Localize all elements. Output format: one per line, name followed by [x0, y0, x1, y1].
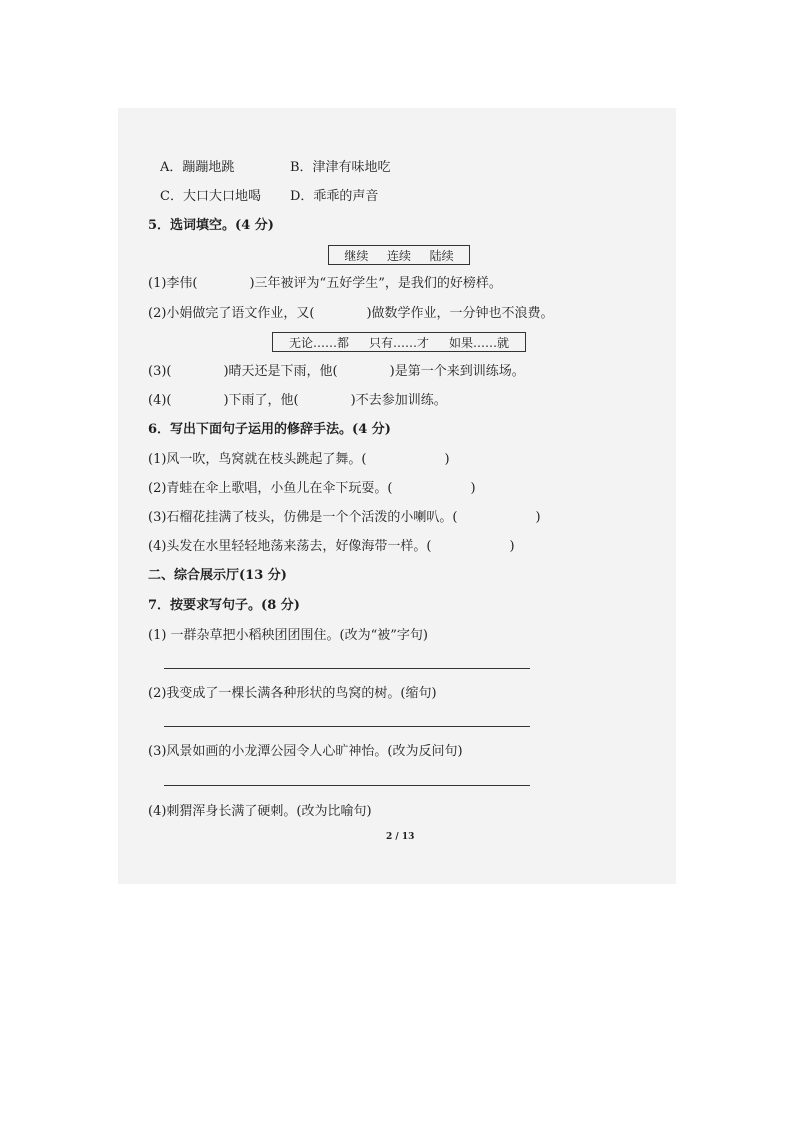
section-2-title: 二、综合展示厅(13 分) — [148, 568, 287, 583]
word-box-1 — [328, 245, 470, 265]
q6-item-4: (4)头发在水里轻轻地荡来荡去，好像海带一样。( ) — [148, 539, 515, 554]
answer-line-3 — [164, 785, 530, 786]
word-box-2 — [272, 332, 526, 352]
q7-item-4: (4)刺猬浑身长满了硬刺。(改为比喻句) — [148, 804, 372, 819]
q5-item-4: (4)( )下雨了，他( )不去参加训练。 — [148, 393, 447, 408]
word-box-1-word: 陆续 — [429, 248, 454, 263]
q5-item-2: (2)小娟做完了语文作业，又( )做数学作业，一分钟也不浪费。 — [148, 306, 554, 321]
q6-item-3: (3)石榴花挂满了枝头，仿佛是一个个活泼的小喇叭。( ) — [148, 510, 541, 525]
q7-item-1: (1) 一群杂草把小稻秧团团围住。(改为“被”字句) — [148, 628, 428, 643]
q6-item-1: (1)风一吹，鸟窝就在枝头跳起了舞。( ) — [148, 452, 450, 467]
q7-heading: 7．按要求写句子。(8 分) — [148, 598, 300, 613]
word-box-2-word: 无论……都 — [288, 335, 349, 350]
q5-heading: 5．选词填空。(4 分) — [148, 218, 274, 233]
word-box-2-word: 如果……就 — [448, 335, 509, 350]
page-number: 2 / 13 — [386, 832, 415, 842]
word-box-2-word: 只有……才 — [368, 335, 429, 350]
word-box-1-word: 继续 — [344, 248, 369, 263]
word-box-1-word: 连续 — [386, 248, 411, 263]
option-d: D．乖乖的声音 — [290, 189, 379, 204]
option-a: A．蹦蹦地跳 — [160, 160, 235, 175]
option-c: C．大口大口地喝 — [160, 189, 261, 204]
q7-item-3: (3)风景如画的小龙潭公园令人心旷神怡。(改为反问句) — [148, 744, 463, 759]
q6-item-2: (2)青蛙在伞上歌唱，小鱼儿在伞下玩耍。( ) — [148, 481, 476, 496]
answer-line-2 — [164, 726, 530, 727]
q7-item-2: (2)我变成了一棵长满各种形状的鸟窝的树。(缩句) — [148, 686, 437, 701]
option-b: B．津津有味地吃 — [290, 160, 391, 175]
answer-line-1 — [164, 668, 530, 669]
q5-item-1: (1)李伟( )三年被评为“五好学生”，是我们的好榜样。 — [148, 276, 502, 291]
q6-heading: 6．写出下面句子运用的修辞手法。(4 分) — [148, 422, 391, 437]
q5-item-3: (3)( )晴天还是下雨，他( )是第一个来到训练场。 — [148, 364, 525, 379]
